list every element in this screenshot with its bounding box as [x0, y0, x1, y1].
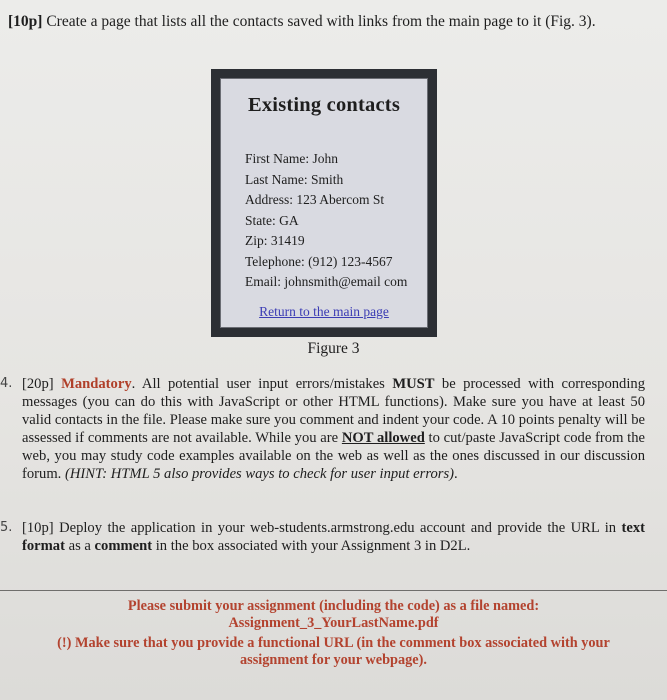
not-allowed-emphasis: NOT allowed — [341, 430, 425, 446]
item-number: 5. — [0, 520, 13, 535]
item-4-text-part: . — [454, 466, 458, 482]
requirement-item-5 — [0, 519, 645, 555]
figure-title: Existing contacts — [247, 94, 401, 116]
item-5-text — [22, 519, 645, 555]
mandatory-label: Mandatory — [61, 376, 132, 392]
item-4-text-part: to cut/paste JavaScript code from the web, you may study code examples available on the web as well as the ones discussed in our discussion forum. — [22, 430, 645, 482]
must-emphasis: MUST — [392, 376, 435, 392]
contact-telephone: Telephone: (912) 123-4567 — [245, 253, 393, 269]
figure-caption: Figure 3 — [307, 340, 360, 357]
url-warning-line-1: (!) Make sure that you provide a functional URL (in the comment box associated with your — [57, 635, 610, 651]
item-4-text-part: . All potential user input errors/mistakes — [131, 376, 393, 392]
item-4-text-part: be processed with corresponding messages (you can do this with JavaScript or other HTML functions). Make sure you have at least 50 valid contacts in the file. Please make sure you comment and indent your code. A 10 points penalty will be assessed if comments are not available. While you are — [22, 376, 646, 446]
requirement-item-4 — [0, 375, 645, 483]
item-4-text — [22, 375, 645, 483]
item-5-text-part: in the box associated with your Assignment 3 in D2L. — [152, 538, 471, 554]
submission-notice-line-1: Please submit your assignment (including the code) as a file named: — [127, 598, 540, 614]
intro-text: Create a page that lists all the contacts saved with links from the main page to it (Fig. 3). — [46, 13, 596, 30]
figure-3-screenshot — [211, 69, 437, 337]
text-format-emphasis: text format — [22, 520, 645, 554]
intro-paragraph — [8, 12, 658, 32]
intro-points: [10p] — [8, 13, 43, 30]
contact-email: Email: johnsmith@email com — [245, 274, 408, 289]
hint-text: (HINT: HTML 5 also provides ways to check for user input errors) — [64, 466, 454, 482]
item-5-points: [10p] — [22, 520, 54, 536]
item-5-text-part: as a — [64, 538, 95, 554]
item-number: 4. — [0, 376, 13, 391]
figure-panel — [220, 78, 428, 328]
contact-fields — [245, 149, 407, 293]
url-warning-line-2: assignment for your webpage). — [240, 652, 427, 668]
contact-last-name: Last Name: Smith — [245, 171, 344, 187]
item-4-points: [20p] — [22, 376, 54, 392]
contact-first-name: First Name: John — [245, 151, 338, 166]
comment-emphasis: comment — [94, 538, 153, 554]
contact-zip: Zip: 31419 — [245, 233, 305, 248]
item-5-text-part: Deploy the application in your web-students.armstrong.edu account and provide the URL in — [53, 520, 622, 536]
divider-line — [0, 590, 667, 591]
contact-address: Address: 123 Abercom St — [245, 192, 385, 207]
contact-state: State: GA — [245, 212, 299, 228]
return-to-main-page-link[interactable]: Return to the main page — [259, 304, 389, 319]
submission-filename: Assignment_3_YourLastName.pdf — [228, 615, 439, 631]
